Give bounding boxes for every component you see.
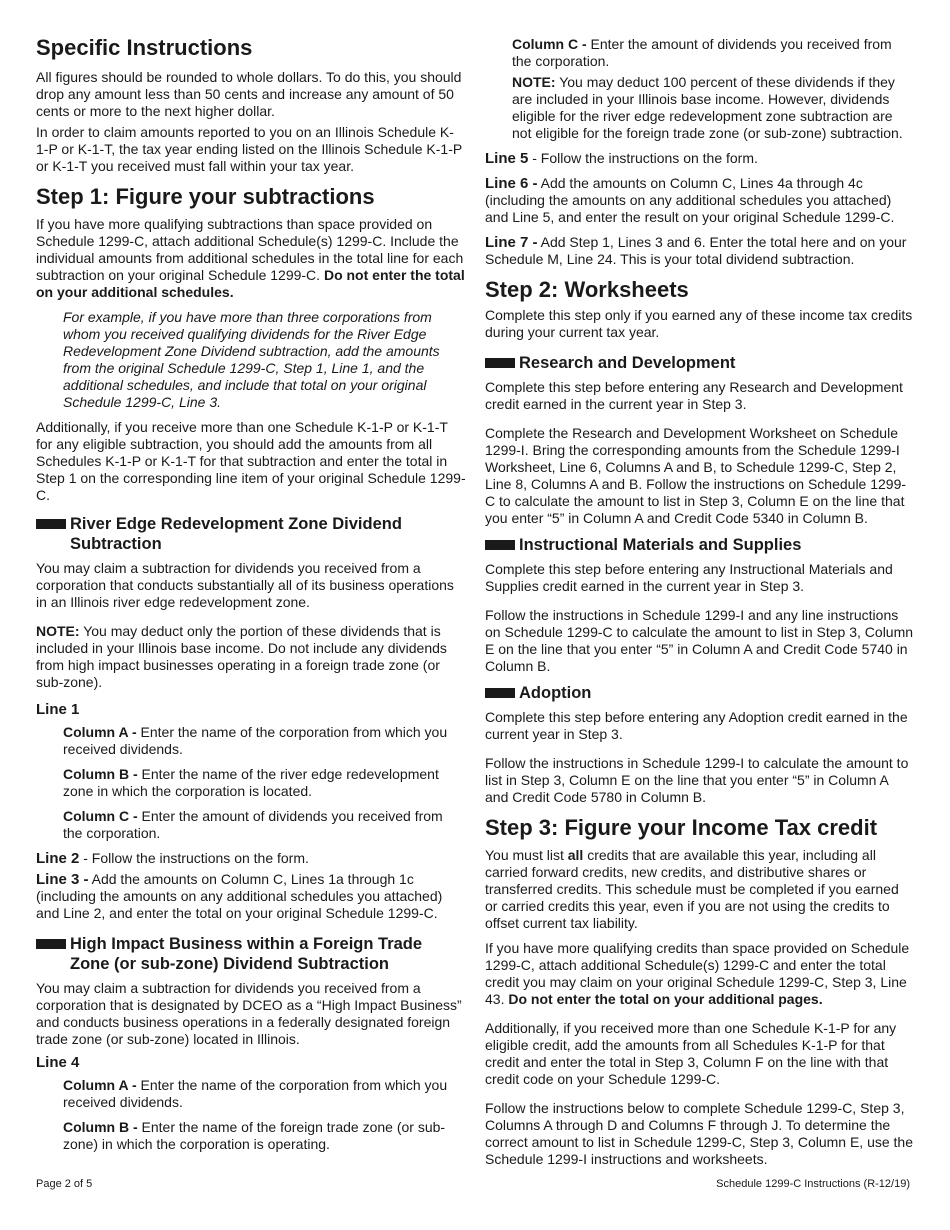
line4-note: NOTE: You may deduct 100 percent of these dividends if they are included in your Illinois base income. However, dividends eligible for the river edge redevelopment zone subtraction are not eligible for the foreign trade zone (or sub-zone) subtraction. [512, 74, 903, 141]
adoption-heading: Adoption [485, 683, 915, 703]
rd-paragraph-2: Complete the Research and Development Worksheet on Schedule 1299-I. Bring the corresponding amounts from the Schedule 1299-I Worksheet, Line 6, Columns A and B, to Schedule 1299-C, Step 2, Line 8, Columns A and B. Follow the instructions on Schedule 1299-C to calculate the amount to list in Step 3, Column E on the line that you enter “5” in Column A and Credit Code 5340 in Column B. [485, 425, 907, 526]
adoption-paragraph-1: Complete this step before entering any Adoption credit earned in the current year in Step 3. [485, 709, 908, 742]
claim-paragraph: In order to claim amounts reported to you on an Illinois Schedule K-1-P or K-1-T, the tax year ending listed on the Illinois Schedule K-1-P or K-1-T you received must fall within your tax year. [36, 124, 462, 174]
step3-paragraph-4: Follow the instructions below to complete Schedule 1299-C, Step 3, Columns A through D and Columns F through J. To determine the correct amount to list in Schedule 1299-C, Step 3, Column E, use the Schedule 1299-I instructions and worksheets. [485, 1100, 914, 1167]
line6-paragraph: Line 6 - Add the amounts on Column C, Lines 4a through 4c (including the amounts on any additional schedules you attached) and Line 5, and enter the result on your original Schedule 1299-C. [485, 175, 895, 225]
step2-paragraph: Complete this step only if you earned any of these income tax credits during your current tax year. [485, 307, 913, 340]
high-impact-paragraph: You may claim a subtraction for dividends you received from a corporation that is designated by DCEO as a “High Impact Business” and conducts business operations in a federally designated foreign trade zone (or sub-zone) located in Illinois. [36, 980, 462, 1047]
rounding-paragraph: All figures should be rounded to whole dollars. To do this, you should drop any amount less than 50 cents and increase any amount of 50 cents or more to the next higher dollar. [36, 69, 462, 119]
river-edge-paragraph: You may claim a subtraction for dividends you received from a corporation that conducts substantially all of its business operations in an Illinois river edge redevelopment zone. [36, 560, 454, 610]
line1-column-a: Column A - Enter the name of the corporation from which you received dividends. [63, 724, 448, 757]
footer-form-id: Schedule 1299-C Instructions (R-12/19) [716, 1178, 910, 1190]
line4-column-c: Column C - Enter the amount of dividends you received from the corporation. [512, 36, 892, 69]
step1-additional-paragraph: Additionally, if you receive more than one Schedule K-1-P or K-1-T for any eligible subtraction, you should add the amounts from all Schedules K-1-P or K-1-T for that subtraction and enter the total in Step 1 on the corresponding line item of your original Schedule 1299-C. [36, 419, 466, 503]
step1-heading: Step 1: Figure your subtractions [36, 184, 375, 209]
specific-instructions-heading: Specific Instructions [36, 35, 253, 60]
river-edge-note: NOTE: You may deduct only the portion of these dividends that is included in your Illinois base income. Do not include any dividends from high impact businesses operating in a foreign trade zone (or sub-zone). [36, 623, 447, 690]
step3-heading: Step 3: Figure your Income Tax credit [485, 815, 878, 840]
section-bar [485, 540, 515, 550]
high-impact-heading: High Impact Business within a Foreign Trade Zone (or sub-zone) Dividend Subtraction [36, 934, 466, 974]
section-bar [36, 519, 66, 529]
line4-column-a: Column A - Enter the name of the corporation from which you received dividends. [63, 1077, 448, 1110]
line2-paragraph: Line 2 - Follow the instructions on the form. [36, 850, 309, 867]
instructional-materials-heading: Instructional Materials and Supplies [485, 535, 915, 555]
rd-paragraph-1: Complete this step before entering any Research and Development credit earned in the current year in Step 3. [485, 379, 903, 412]
footer-page-number: Page 2 of 5 [36, 1178, 93, 1190]
left-column [36, 34, 466, 1161]
line7-paragraph: Line 7 - Add Step 1, Lines 3 and 6. Enter the total here and on your Schedule M, Line 24. This is your total dividend subtraction. [485, 234, 907, 267]
ims-paragraph-2: Follow the instructions in Schedule 1299-I and any line instructions on Schedule 1299-C to calculate the amount to list in Step 3, Column E on the line that you enter “5” in Column A and Credit Code 5740 in Column B. [485, 607, 914, 674]
section-bar [36, 939, 66, 949]
right-column [485, 36, 915, 1176]
ims-paragraph-1: Complete this step before entering any Instructional Materials and Supplies credit earned in the current year in Step 3. [485, 561, 893, 594]
line1-column-b: Column B - Enter the name of the river edge redevelopment zone in which the corporation is located. [63, 766, 439, 799]
line4-column-b: Column B - Enter the name of the foreign trade zone (or sub-zone) in which the corporation is operating. [63, 1119, 446, 1152]
step3-paragraph-2: If you have more qualifying credits than space provided on Schedule 1299-C, attach additional Schedule(s) 1299-C and enter the total credit you may claim on your original Schedule 1299-C, Step 3, Line 43. Do not enter the total on your additional pages. [485, 940, 910, 1007]
line5-paragraph: Line 5 - Follow the instructions on the form. [485, 150, 758, 167]
research-development-heading: Research and Development [485, 353, 915, 373]
adoption-paragraph-2: Follow the instructions in Schedule 1299-I to calculate the amount to list in Step 3, Column E on the line that you enter “5” in Column A and Credit Code 5780 in Column B. [485, 755, 909, 805]
step3-paragraph-3: Additionally, if you received more than one Schedule K-1-P for any eligible credit, add the amounts from all Schedules K-1-P for that credit and enter the total in Step 3, Column F on the line with that credit code on your Schedule 1299-C. [485, 1020, 897, 1087]
line1-column-c: Column C - Enter the amount of dividends you received from the corporation. [63, 808, 443, 841]
line4-label: Line 4 [36, 1054, 80, 1071]
step1-example: For example, if you have more than three corporations from whom you received qualifying dividends for the River Edge Redevelopment Zone Dividend subtraction, add the amounts from the original Schedule 1299-C, Step 1, Line 1, and the additional schedules, and include that total on your original Schedule 1299-C, Line 3. [63, 309, 440, 410]
line3-paragraph: Line 3 - Add the amounts on Column C, Lines 1a through 1c (including the amounts on any additional schedules you attached) and Line 2, and enter the total on your original Schedule 1299-C. [36, 871, 443, 921]
section-bar [485, 358, 515, 368]
step2-heading: Step 2: Worksheets [485, 277, 689, 302]
river-edge-heading: River Edge Redevelopment Zone Dividend Subtraction [36, 514, 466, 554]
section-bar [485, 688, 515, 698]
line1-label: Line 1 [36, 701, 80, 718]
step3-paragraph-1: You must list all credits that are available this year, including all carried forward credits, new credits, and distributive shares or transferred credits. This schedule must be completed if you earned or carried credits this year, even if you are not using the credits to offset current tax liability. [485, 847, 899, 931]
step1-paragraph: If you have more qualifying subtractions than space provided on Schedule 1299-C, attach additional Schedule(s) 1299-C. Include the individual amounts from additional schedules in the total line for each subtraction on your original Schedule 1299-C. Do not enter the total on your additional schedules. [36, 216, 465, 300]
